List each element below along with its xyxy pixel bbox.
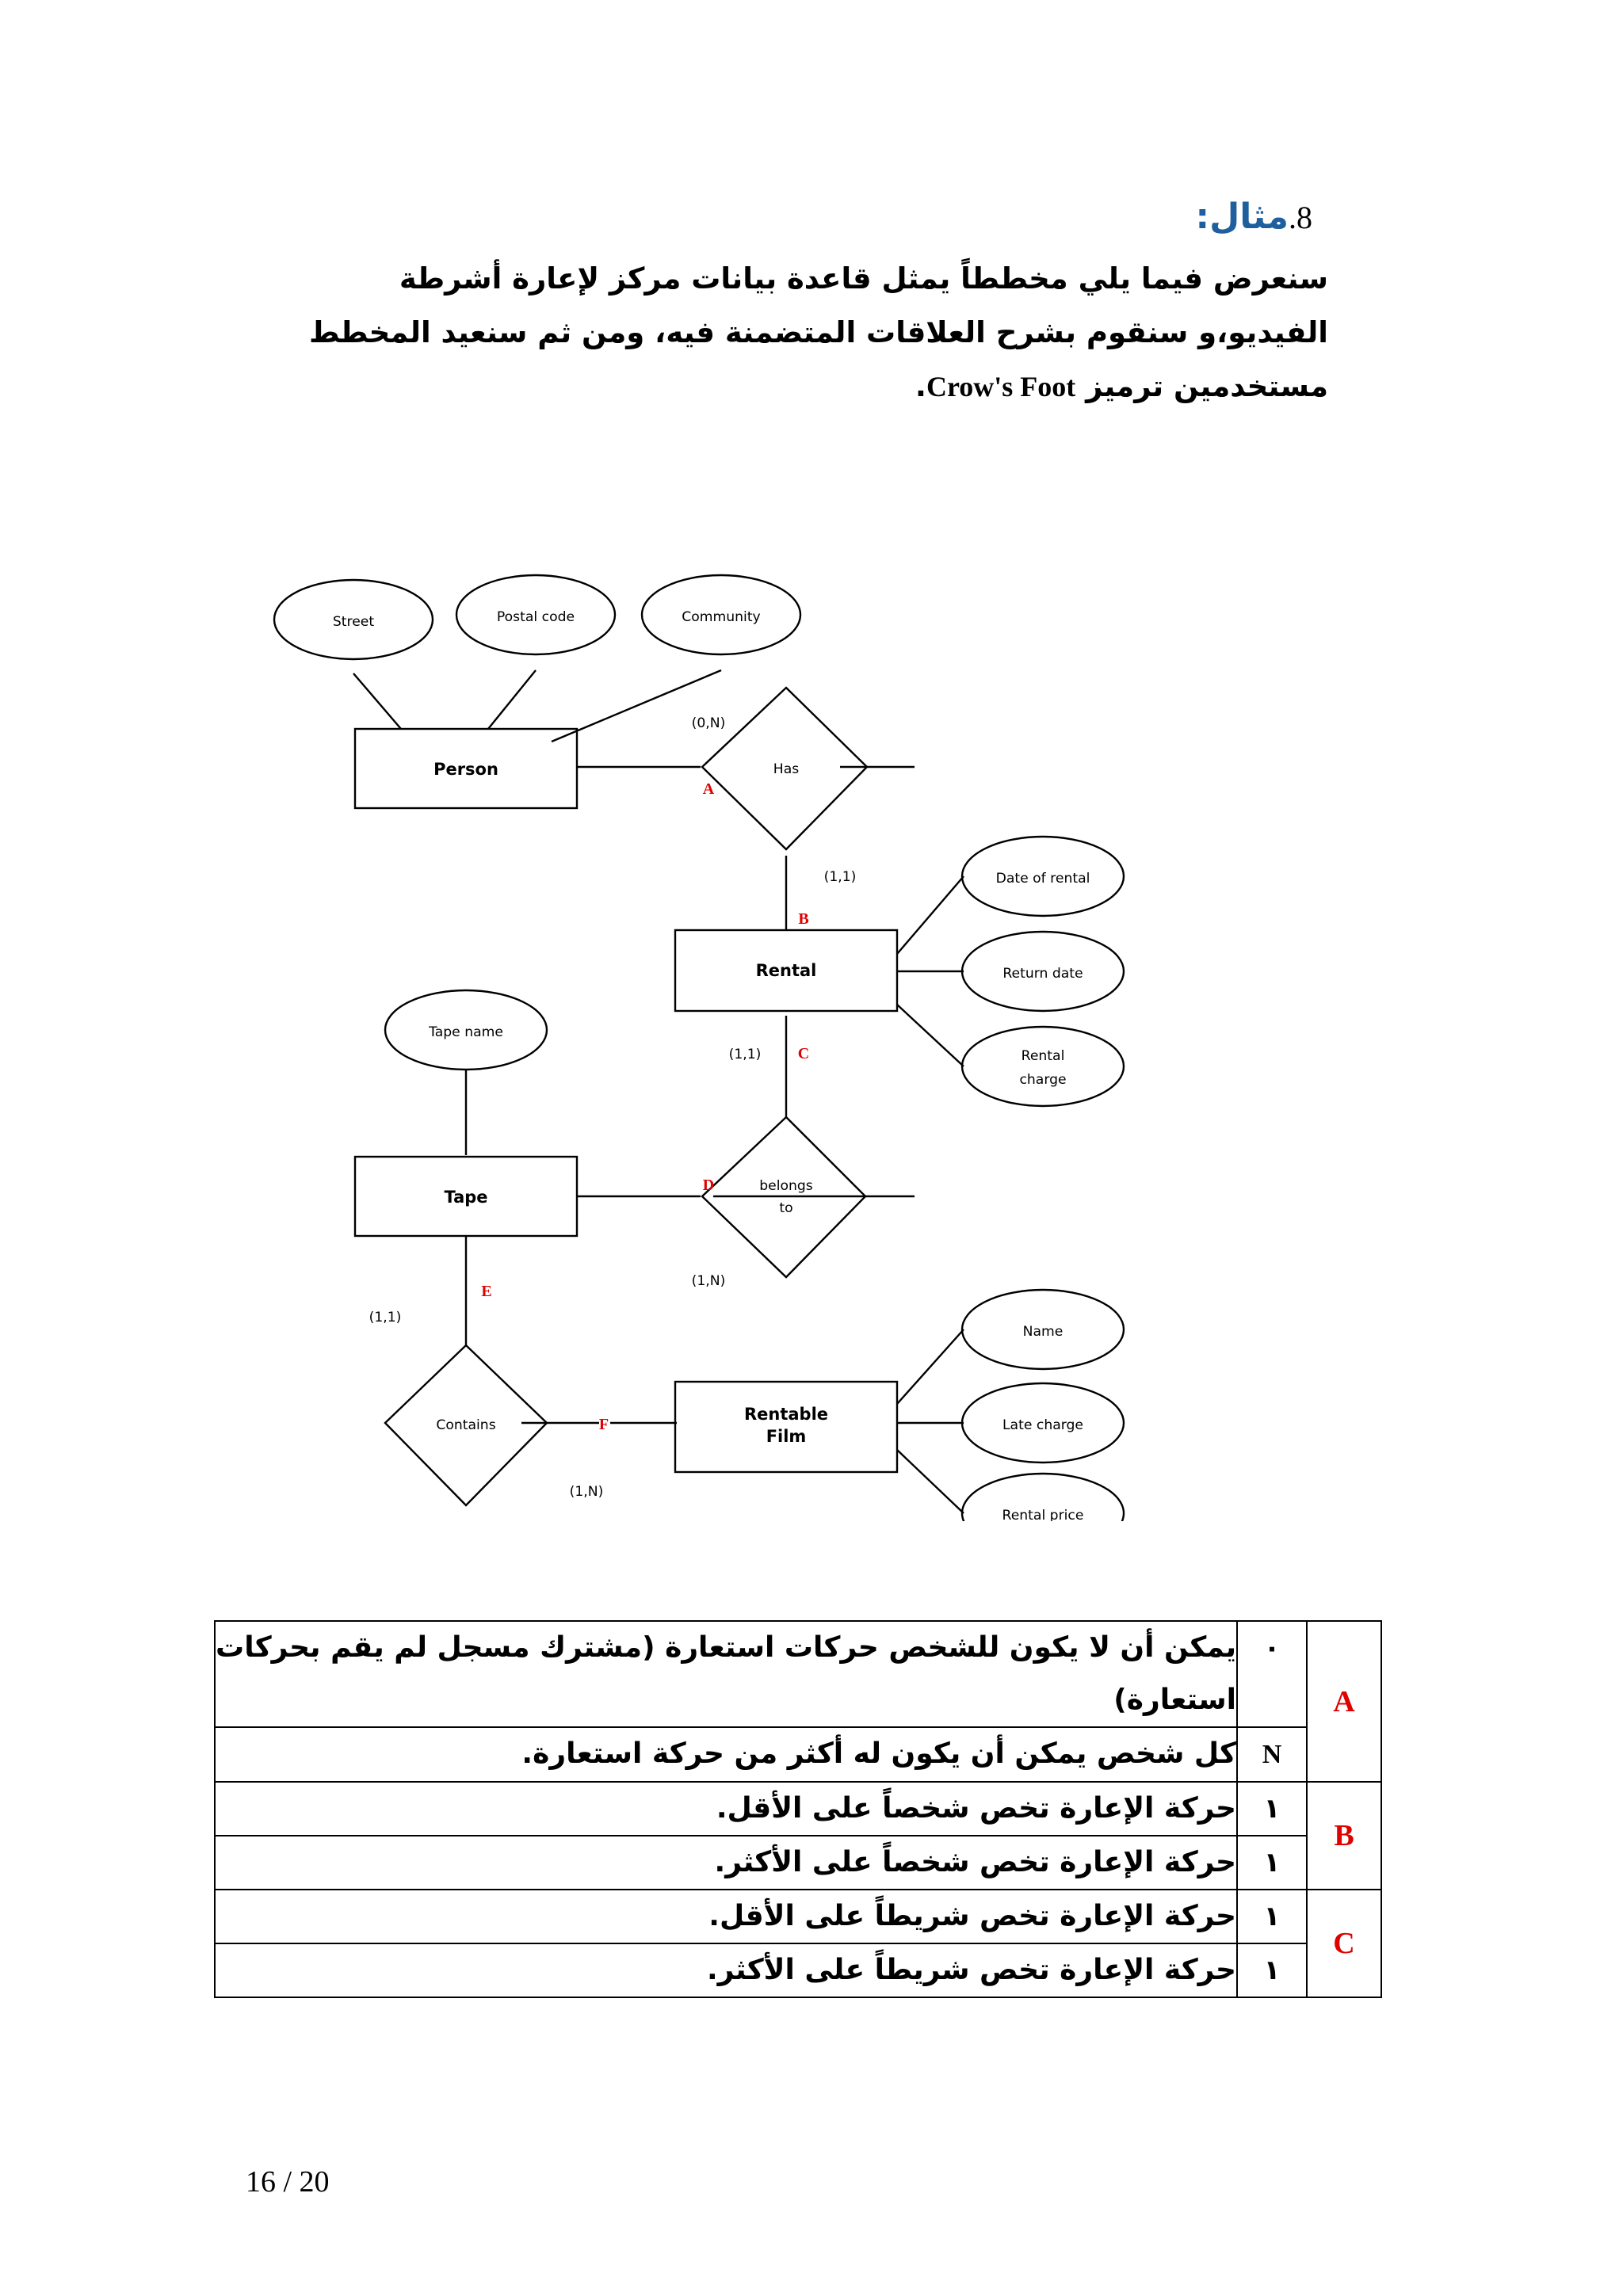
late-charge-label: Late charge [1002,1417,1084,1433]
cardinality-cell: ٠ [1237,1621,1307,1727]
has-label: Has [773,761,800,777]
marker-c: C [797,1045,810,1062]
street-label: Street [332,614,375,630]
date-of-rental-link [897,876,964,954]
street-link [353,673,401,729]
description-cell: كل شخص يمكن أن يكون له أكثر من حركة استعارة. [215,1727,1237,1782]
tape-name-label: Tape name [429,1024,503,1040]
cardinality-rental-belongs: (1,1) [728,1047,762,1062]
er-diagram [269,570,1363,1521]
rental-charge-label-1: Rental [1021,1048,1065,1064]
person-label: Person [433,760,498,779]
table-row [215,1782,1381,1836]
belongs-label-1: belongs [759,1178,813,1194]
name-label: Name [1022,1324,1064,1340]
marker-e: E [481,1283,492,1300]
example-label: مثال: [1195,196,1289,237]
cardinality-cell: ١ [1237,1890,1307,1943]
page-number: 16 / 20 [246,2165,330,2199]
rentable-film-label-2: Film [766,1427,807,1446]
rental-charge-label-2: charge [1019,1072,1067,1088]
postal-code-link [488,670,536,729]
belongs-label-2: to [779,1200,793,1216]
marker-a: A [702,780,715,798]
intro-end: . [915,369,926,403]
marker-b: B [798,910,809,928]
table-row [215,1836,1381,1890]
cardinality-tape-contains: (1,1) [369,1310,402,1325]
date-of-rental-label: Date of rental [995,871,1090,887]
rental-price-label: Rental price [1002,1508,1084,1521]
cardinality-cell: ١ [1237,1836,1307,1890]
cardinality-person-has: (0,N) [691,715,726,731]
rental-charge-attribute [962,1027,1124,1106]
marker-d: D [702,1177,715,1194]
community-label: Community [682,609,761,625]
rental-label: Rental [755,961,817,980]
cardinality-has-rental: (1,1) [823,869,857,885]
name-link [897,1329,964,1404]
intro-paragraph [298,252,1328,414]
description-cell: حركة الإعارة تخص شريطاً على الأكثر. [215,1943,1237,1997]
description-cell: حركة الإعارة تخص شخصاً على الأقل. [215,1782,1237,1836]
group-letter-c: C [1307,1890,1381,1997]
relationship-table [214,1620,1382,1998]
section-number: 8. [1289,200,1312,235]
rental-charge-link [897,1005,964,1066]
cardinality-cell: N [1237,1727,1307,1782]
example-heading [1196,193,1313,242]
table-row [215,1943,1381,1997]
group-letter-a: A [1307,1621,1381,1782]
table-row [215,1727,1381,1782]
notation-name: Crow's Foot [926,371,1076,402]
tape-label: Tape [444,1188,488,1207]
description-cell: يمكن أن لا يكون للشخص حركات استعارة (مشترك مسجل لم يقم بحركات استعارة) [215,1621,1237,1727]
return-date-label: Return date [1002,966,1083,982]
table-row [215,1621,1381,1727]
cardinality-cell: ١ [1237,1782,1307,1836]
cardinality-cell: ١ [1237,1943,1307,1997]
description-cell: حركة الإعارة تخص شخصاً على الأكثر. [215,1836,1237,1890]
rental-price-link [897,1450,964,1513]
description-cell: حركة الإعارة تخص شريطاً على الأقل. [215,1890,1237,1943]
cardinality-contains-film: (1,N) [569,1484,604,1500]
rentable-film-label-1: Rentable [743,1405,829,1424]
marker-f: F [598,1416,609,1433]
postal-code-label: Postal code [496,609,575,625]
group-letter-b: B [1307,1782,1381,1890]
contains-label: Contains [436,1417,496,1433]
table-row [215,1890,1381,1943]
intro-text: سنعرض فيما يلي مخططاً يمثل قاعدة بيانات مركز لإعارة أشرطة الفيديو،و سنقوم بشرح العلاقات المتضمنة فيه، ومن ثم سنعيد المخطط مستخدمين ترميز [308,261,1328,403]
cardinality-tape-belongs: (1,N) [691,1273,726,1289]
